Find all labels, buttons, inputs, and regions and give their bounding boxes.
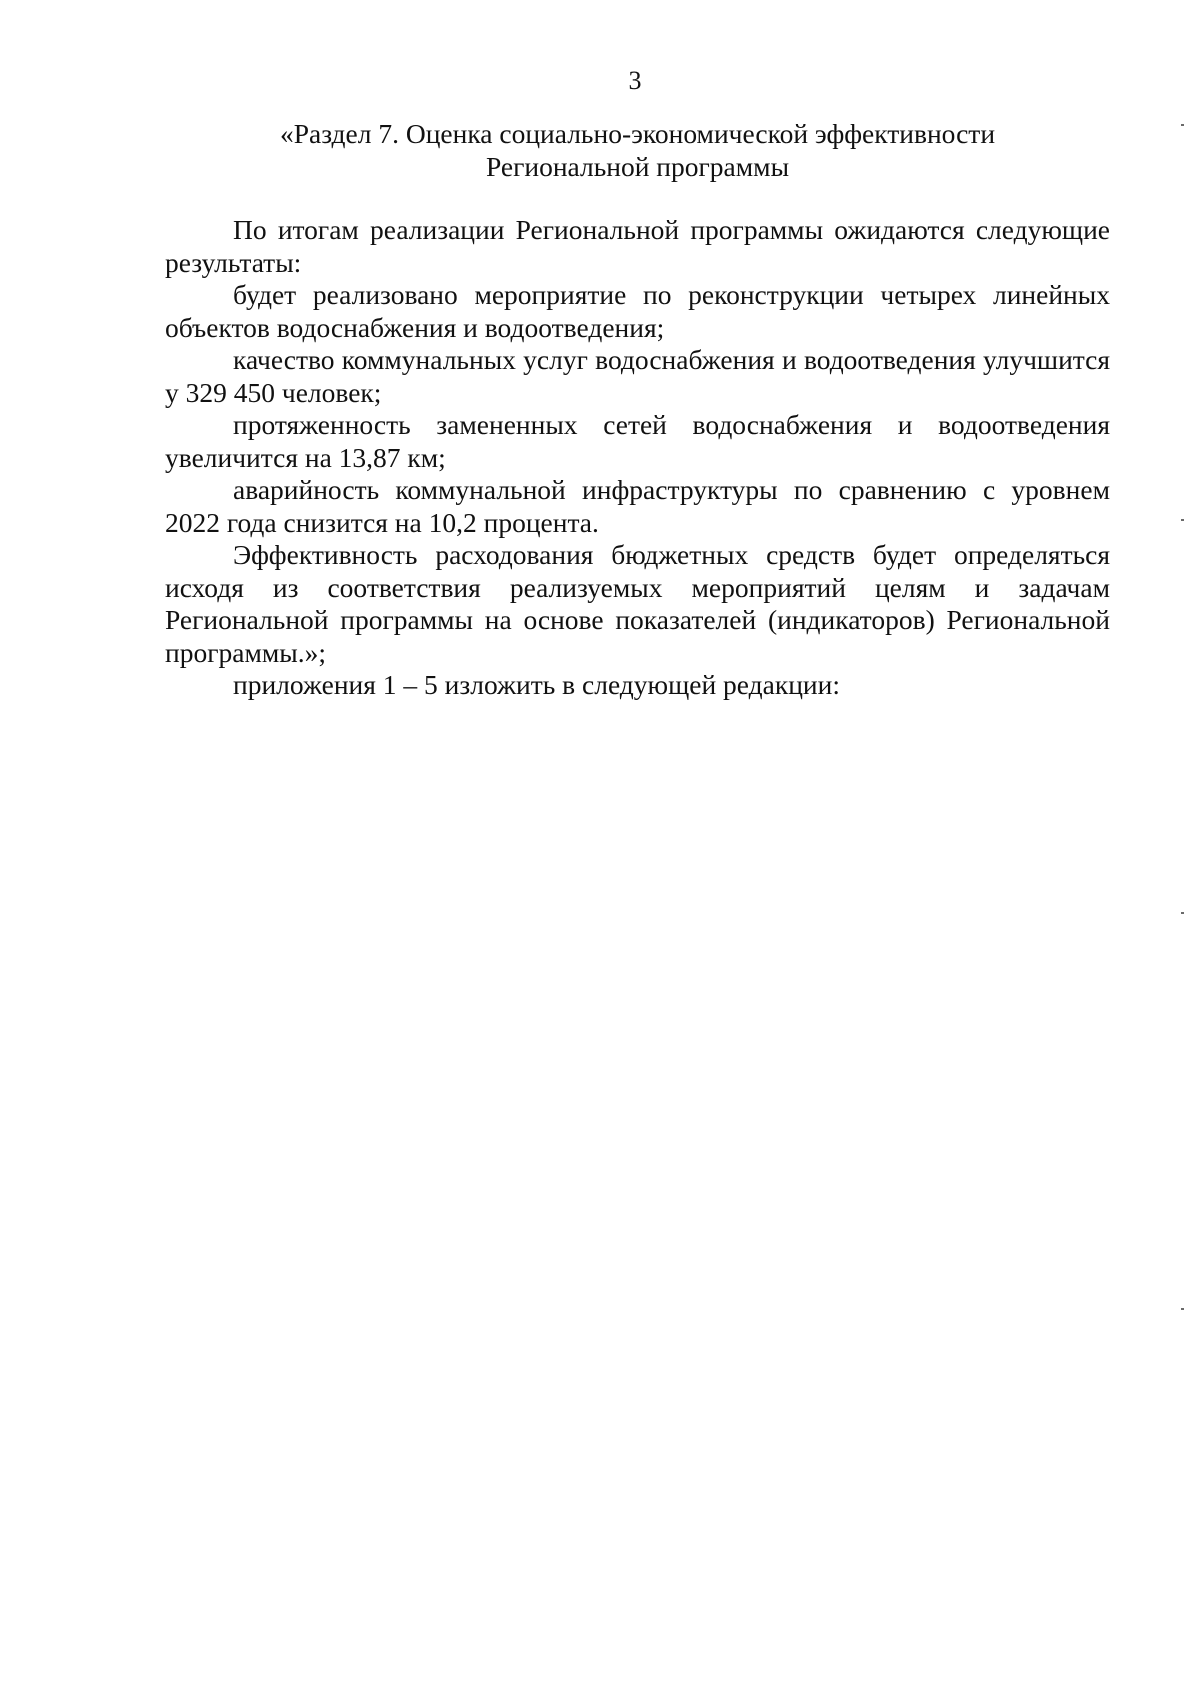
paragraph-expected-results: По итогам реализации Региональной программы ожидаются следующие результаты: — [165, 214, 1110, 278]
page-number: 3 — [628, 66, 642, 95]
paragraph-appendices: приложения 1 – 5 изложить в следующей редакции: — [233, 669, 841, 700]
section-heading-line-1: «Раздел 7. Оценка социально-экономической эффективности — [279, 118, 996, 149]
paragraph-reconstruction: будет реализовано мероприятие по реконструкции четырех линейных объектов водоснабжения и водоотведения; — [165, 279, 1110, 343]
paragraph-service-quality: качество коммунальных услуг водоснабжения и водоотведения улучшится у 329 450 человек; — [165, 344, 1110, 408]
paragraph-budget-efficiency: Эффективность расходования бюджетных средств будет определяться исходя из соответствия реализуемых мероприятий целям и задачам Региональной программы на основе показателей (индикаторов) Региональной программы.»; — [165, 539, 1110, 668]
paragraph-accident-rate: аварийность коммунальной инфраструктуры по сравнению с уровнем 2022 года снизится на 10,2 процента. — [165, 474, 1110, 538]
scan-speck — [1181, 124, 1184, 126]
scan-speck — [1181, 912, 1184, 914]
section-heading — [165, 117, 1110, 183]
section-heading-line-2: Региональной программы — [485, 151, 790, 182]
document-body — [165, 214, 1110, 702]
scan-speck — [1181, 1308, 1184, 1310]
paragraph-network-length: протяженность замененных сетей водоснабжения и водоотведения увеличится на 13,87 км; — [165, 409, 1110, 473]
scan-speck — [1181, 519, 1184, 521]
